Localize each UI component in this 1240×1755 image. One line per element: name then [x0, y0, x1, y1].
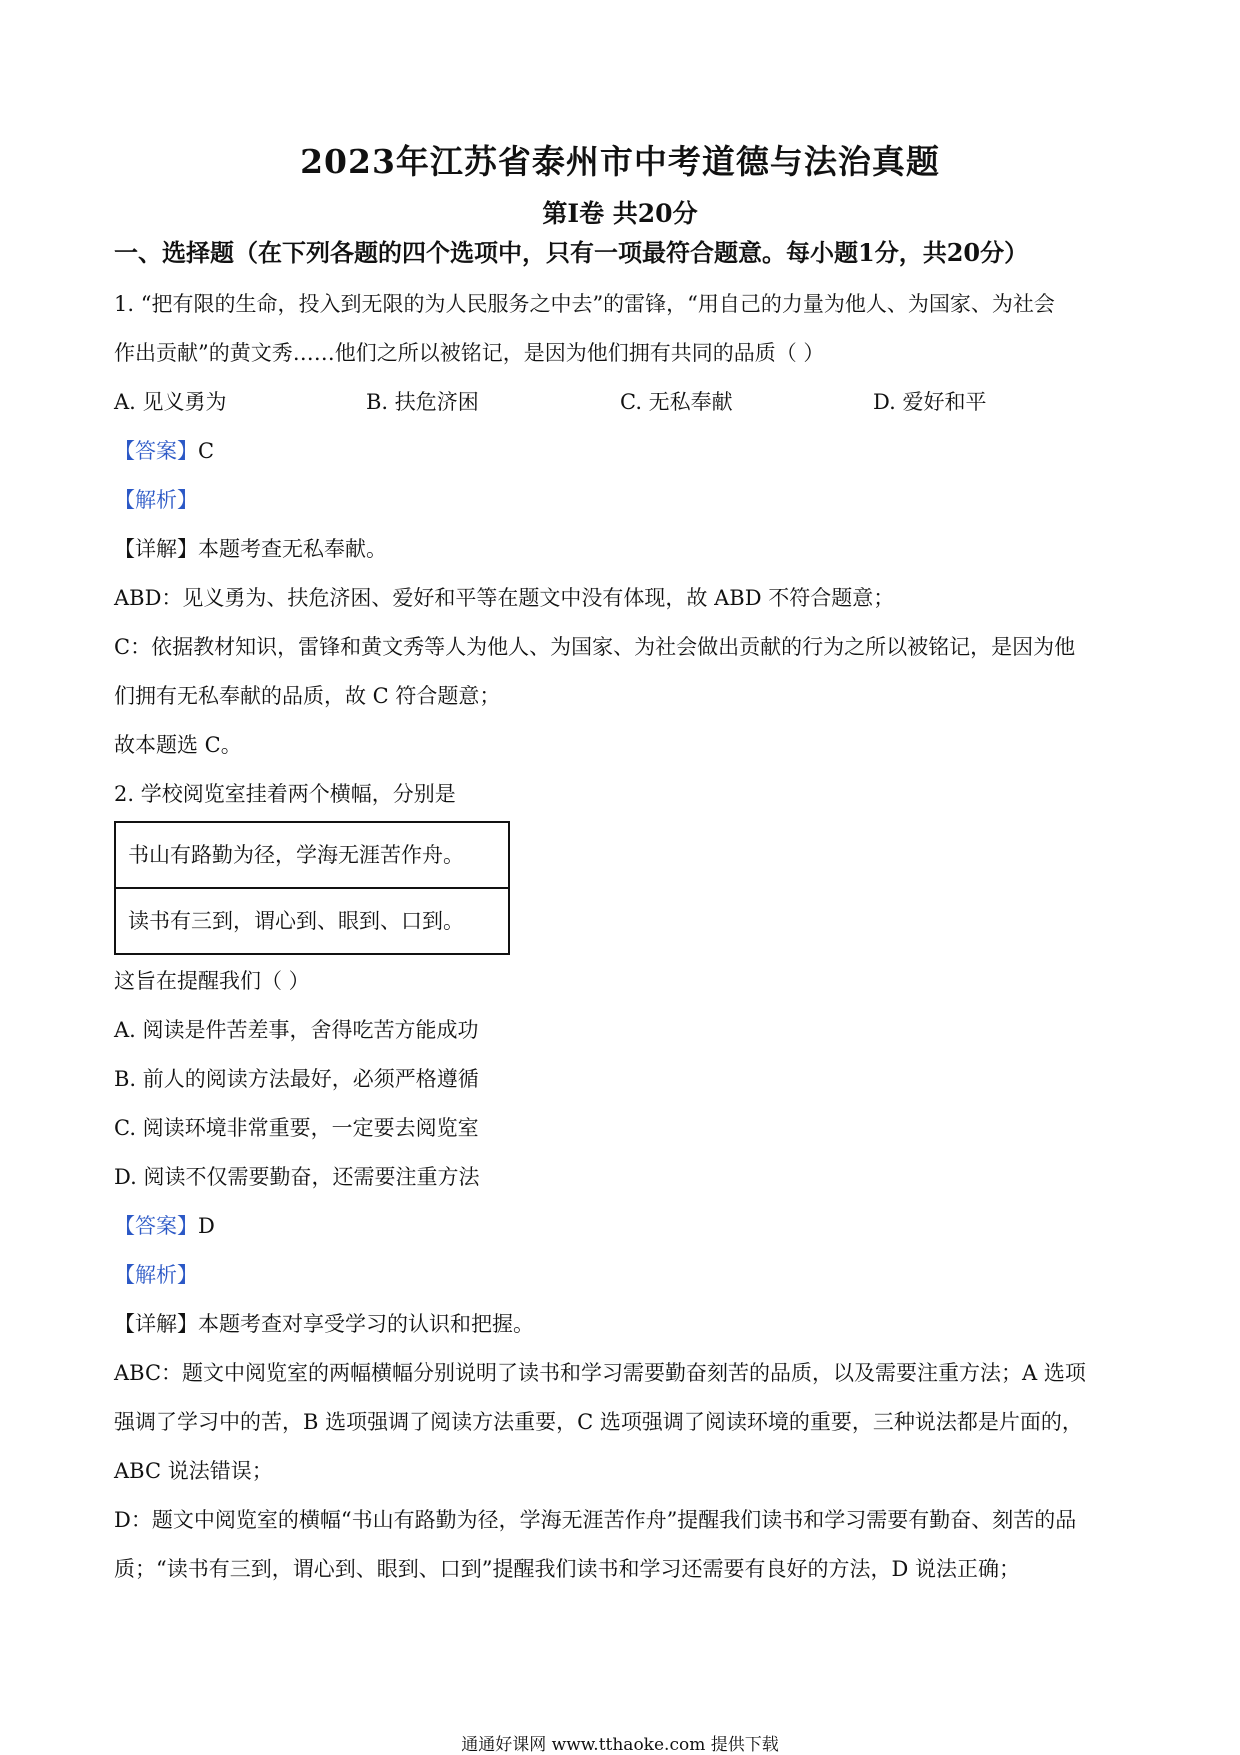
q1-conclusion: 故本题选 C。	[114, 733, 242, 757]
q2-stem: 2. 学校阅览室挂着两个横幅，分别是	[114, 782, 456, 806]
q2-analysis-line1: ABC：题文中阅览室的两幅横幅分别说明了读书和学习需要勤奋刻苦的品质，以及需要注重方法；A 选项	[114, 1361, 1086, 1385]
q2-option-b: B. 前人的阅读方法最好，必须严格遵循	[114, 1067, 479, 1091]
q1-option-c: C. 无私奉献	[620, 390, 733, 414]
q1-option-b: B. 扶危济困	[366, 390, 479, 414]
q2-option-a: A. 阅读是件苦差事，舍得吃苦方能成功	[114, 1018, 479, 1042]
banner-table	[114, 821, 510, 955]
q1-answer-value: C	[198, 439, 215, 463]
q1-detail	[114, 525, 1134, 574]
q2-analysis-line2: 强调了学习中的苦，B 选项强调了阅读方法重要，C 选项强调了阅读环境的重要，三种说法都是片面的，	[114, 1410, 1083, 1434]
q1-answer	[114, 427, 1134, 476]
q1-option-a: A. 见义勇为	[114, 390, 227, 414]
banner-2: 读书有三到，谓心到、眼到、口到。	[116, 887, 508, 953]
banner-1: 书山有路勤为径，学海无涯苦作舟。	[128, 843, 464, 867]
q2-analysis-line4: D：题文中阅览室的横幅“书山有路勤为径，学海无涯苦作舟”提醒我们读书和学习需要有勤奋、刻苦的品	[114, 1508, 1077, 1532]
q2-analysis-line5: 质；“读书有三到，谓心到、眼到、口到”提醒我们读书和学习还需要有良好的方法，D 说法正确；	[114, 1557, 1020, 1581]
footer-source: 通通好课网 www.tthaoke.com 提供下载	[461, 1735, 779, 1755]
page-title: 2023年江苏省泰州市中考道德与法治真题	[300, 142, 940, 181]
q2-answer	[114, 1202, 1134, 1251]
section-heading: 一、选择题（在下列各题的四个选项中，只有一项最符合题意。每小题1分，共20分）	[114, 238, 1029, 267]
q1-analysis-line2: C：依据教材知识，雷锋和黄文秀等人为他人、为国家、为社会做出贡献的行为之所以被铭记，是因为他	[114, 635, 1076, 659]
q2-detail-tag: 【详解】	[114, 1312, 198, 1336]
q2-analysis-line3: ABC 说法错误；	[114, 1459, 273, 1483]
question-body	[114, 280, 1134, 1594]
q2-option-c: C. 阅读环境非常重要，一定要去阅览室	[114, 1116, 479, 1140]
q1-detail-text: 本题考查无私奉献。	[198, 537, 387, 561]
q2-answer-value: D	[198, 1214, 215, 1238]
q1-answer-tag: 【答案】	[114, 439, 198, 463]
q1-analysis-line3: 们拥有无私奉献的品质，故 C 符合题意；	[114, 684, 501, 708]
q2-option-d: D. 阅读不仅需要勤奋，还需要注重方法	[114, 1165, 480, 1189]
q1-analysis-line1: ABD：见义勇为、扶危济困、爱好和平等在题文中没有体现，故 ABD 不符合题意；	[114, 586, 895, 610]
q1-detail-tag: 【详解】	[114, 537, 198, 561]
page-subtitle: 第Ⅰ卷 共20分	[542, 199, 698, 228]
q1-stem-line2: 作出贡献”的黄文秀……他们之所以被铭记，是因为他们拥有共同的品质（ ）	[114, 341, 825, 365]
q2-analysis-tag: 【解析】	[114, 1263, 198, 1287]
q1-analysis-tag: 【解析】	[114, 488, 198, 512]
q1-options	[114, 378, 1134, 427]
q2-detail-text: 本题考查对享受学习的认识和把握。	[198, 1312, 534, 1336]
q1-option-d: D. 爱好和平	[873, 390, 987, 414]
q2-answer-tag: 【答案】	[114, 1214, 198, 1238]
q2-prompt: 这旨在提醒我们（ ）	[114, 969, 310, 993]
q2-detail	[114, 1300, 1134, 1349]
q1-stem-line1: 1. “把有限的生命，投入到无限的为人民服务之中去”的雷锋，“用自己的力量为他人、为国家、为社会	[114, 292, 1055, 316]
